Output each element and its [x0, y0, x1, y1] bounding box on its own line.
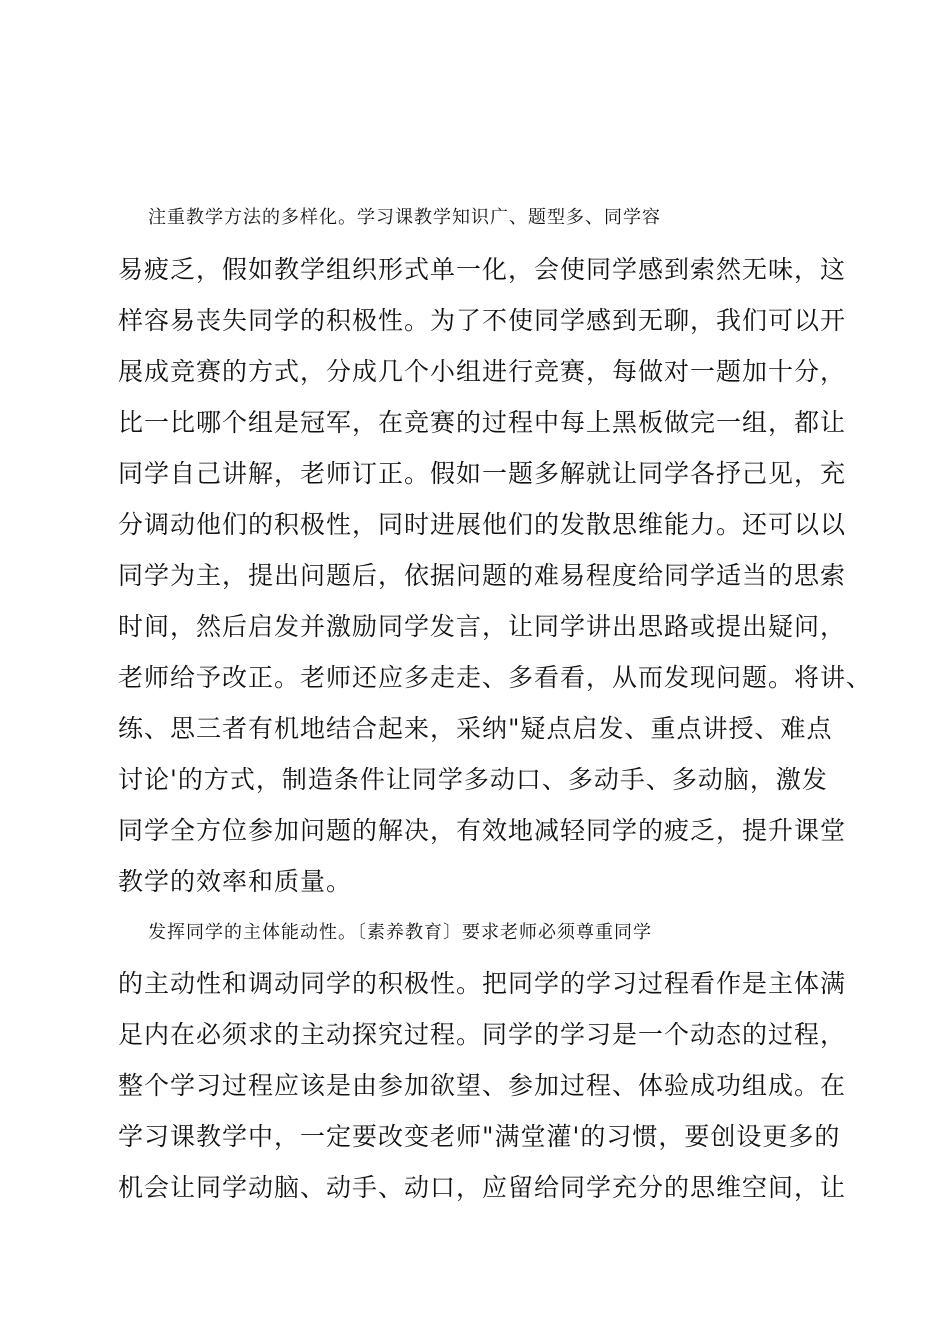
paragraph-1-line-4: 展成竞赛的方式，分成几个小组进行竞赛，每做对一题加十分，	[118, 357, 847, 386]
paragraph-1-line-2: 易疲乏，假如教学组织形式单一化，会使同学感到索然无味，这	[118, 255, 847, 284]
paragraph-1-line-6: 同学自己讲解，老师订正。假如一题多解就让同学各抒己见，充	[118, 459, 847, 488]
paragraph-2-line-3: 足内在必须求的主动探究过程。同学的学习是一个动态的过程，	[118, 1020, 847, 1049]
paragraph-1-line-8: 同学为主，提出问题后，依据问题的难易程度给同学适当的思索	[118, 561, 847, 590]
paragraph-1-line-3: 样容易丧失同学的积极性。为了不使同学感到无聊，我们可以开	[118, 306, 847, 335]
paragraph-1-line-9: 时间，然后启发并激励同学发言，让同学讲出思路或提出疑问，	[118, 612, 847, 641]
paragraph-2-line-5: 学习课教学中，一定要改变老师"满堂灌'的习惯，要创设更多的	[118, 1122, 841, 1151]
paragraph-2-line-6: 机会让同学动脑、动手、动口，应留给同学充分的思维空间，让	[118, 1173, 847, 1202]
paragraph-2-line-1: 发挥同学的主体能动性。〔素养教育〕要求老师必须尊重同学	[148, 922, 652, 943]
paragraph-1-line-10: 老师给予改正。老师还应多走走、多看看，从而发现问题。将讲、	[118, 663, 873, 692]
paragraph-1-line-5: 比一比哪个组是冠军，在竞赛的过程中每上黑板做完一组，都让	[118, 408, 847, 437]
paragraph-1-line-12: 讨论'的方式，制造条件让同学多动口、多动手、多动脑，激发	[118, 765, 828, 794]
paragraph-1-line-14: 教学的效率和质量。	[118, 867, 353, 896]
paragraph-2-line-4: 整个学习过程应该是由参加欲望、参加过程、体验成功组成。在	[118, 1071, 847, 1100]
paragraph-1-line-7: 分调动他们的积极性，同时进展他们的发散思维能力。还可以以	[118, 510, 847, 539]
paragraph-1-line-11: 练、思三者有机地结合起来，采纳"疑点启发、重点讲授、难点	[118, 714, 833, 743]
paragraph-2-line-2: 的主动性和调动同学的积极性。把同学的学习过程看作是主体满	[118, 969, 847, 998]
paragraph-1-line-13: 同学全方位参加问题的解决，有效地减轻同学的疲乏，提升课堂	[118, 816, 847, 845]
paragraph-1-line-1: 注重教学方法的多样化。学习课教学知识广、题型多、同学容	[148, 207, 661, 228]
